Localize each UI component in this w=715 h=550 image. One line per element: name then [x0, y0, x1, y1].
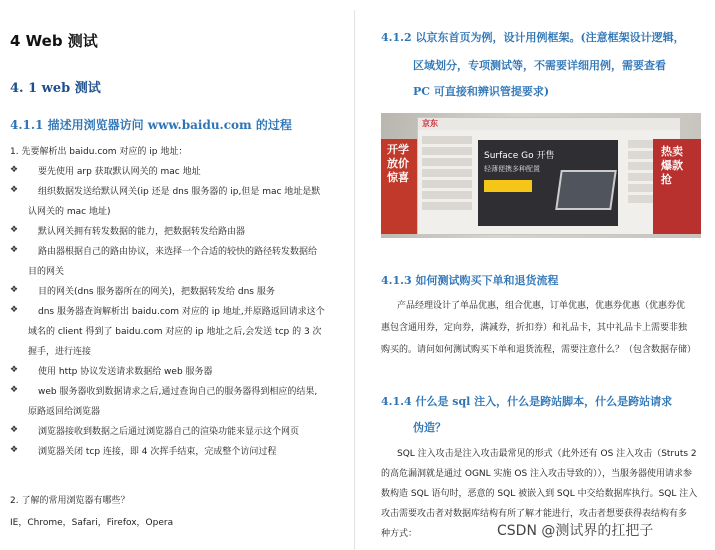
hero-banner [478, 140, 618, 226]
paragraph-413-line2: 惠包含通用券，定向券，满减券，折扣券）和礼品卡，其中礼品卡上需要非独 [381, 323, 688, 333]
jd-logo: 京东 [422, 119, 438, 128]
paragraph-414-line3: 数构造 SQL 语句时，恶意的 SQL 被嵌入到 SQL 中交给数据库执行。SQL 注入 [381, 489, 698, 499]
right-promo-text: 热卖爆款抢 [661, 145, 683, 186]
bullet-marker-icon: ❖ [10, 185, 19, 195]
left-promo-banner [381, 139, 421, 234]
hero-banner-title: Surface Go 开售 [484, 151, 555, 161]
bullet-item-line: 要先使用 arp 获取默认网关的 mac 地址 [38, 167, 201, 177]
left-column [0, 0, 352, 550]
subsection-title-413: 4.1.3 如何测试购买下单和退货流程 [381, 274, 559, 287]
monitor-screen [417, 117, 681, 235]
subsection-title-412-line1: 4.1.2 以京东首页为例，设计用例框架。(注意框架设计逻辑， [381, 31, 685, 44]
browser-list: IE，Chrome，Safari，Firefox，Opera [10, 518, 174, 528]
laptop-image [555, 170, 617, 210]
hero-banner-button [484, 180, 532, 192]
chapter-title: 4 Web 测试 [10, 32, 98, 50]
bullet-item-line: 原路返回给浏览器 [28, 407, 101, 417]
bullet-marker-icon: ❖ [10, 165, 19, 175]
paragraph-414-line2: 的高危漏洞就是通过 OGNL 实施 OS 注入攻击导致的）），当服务器使用请求参 [381, 469, 693, 479]
question-1: 1. 先要解析出 baidu.com 对应的 ip 地址： [10, 147, 188, 157]
subsection-title-411: 4.1.1 描述用浏览器访问 www.baidu.com 的过程 [10, 118, 292, 132]
bullet-marker-icon: ❖ [10, 305, 19, 315]
bullet-item-line: 默认网关拥有转发数据的能力，把数据转发给路由器 [38, 227, 246, 237]
csdn-watermark: CSDN @测试界的扛把子 [497, 523, 654, 539]
bullet-marker-icon: ❖ [10, 365, 19, 375]
bullet-item-line: 认网关的 mac 地址) [28, 207, 111, 217]
bullet-item-line: 路由器根据自己的路由协议，来选择一个合适的较快的路径转发数据给 [38, 247, 318, 257]
column-divider [354, 10, 355, 550]
subsection-title-412-line3: PC 可直接和辨识管提要求) [413, 85, 550, 98]
hero-banner-subtitle: 轻薄便携多种配置 [484, 165, 540, 173]
bullet-item-line: 组织数据发送给默认网关(ip 还是 dns 服务器的 ip,但是 mac 地址是默 [38, 187, 321, 197]
bullet-item-line: dns 服务器查询解析出 baidu.com 对应的 ip 地址,并原路返回请求这个 [38, 307, 325, 317]
subsection-title-414-line1: 4.1.4 什么是 sql 注入，什么是跨站脚本，什么是跨站请求 [381, 395, 673, 408]
bullet-item-line: 浏览器关闭 tcp 连接，即 4 次挥手结束，完成整个访问过程 [38, 447, 277, 457]
bullet-item-line: 使用 http 协议发送请求数据给 web 服务器 [38, 367, 213, 377]
left-promo-text: 开学放价惊喜 [387, 143, 409, 184]
subsection-title-414-line2: 伪造？ [413, 421, 446, 434]
right-promo-banner [653, 139, 701, 234]
bullet-marker-icon: ❖ [10, 425, 19, 435]
bullet-item-line: web 服务器收到数据请求之后,通过查询自己的服务器得到相应的结果, [38, 387, 318, 397]
site-topbar [418, 118, 680, 130]
bullet-marker-icon: ❖ [10, 285, 19, 295]
paragraph-414-line5: 种方式： [381, 529, 418, 539]
paragraph-414-line1: SQL 注入攻击是注入攻击最常见的形式（此外还有 OS 注入攻击（Struts 2 [397, 449, 697, 459]
bullet-marker-icon: ❖ [10, 225, 19, 235]
paragraph-413-line1: 产品经理设计了单品优惠，组合优惠，订单优惠，优惠券优惠（优惠券优 [397, 301, 686, 311]
subsection-title-412-line2: 区域划分，专项测试等，不需要详细用例，需要查看 [413, 59, 666, 72]
jd-homepage-photo [381, 113, 701, 238]
right-column [357, 0, 715, 550]
bullet-item-line: 域名的 client 得到了 baidu.com 对应的 ip 地址之后,会发送 tcp 的 3 次 [28, 327, 322, 337]
paragraph-413-line3: 购买的。请问如何测试购买下单和退货流程，需要注意什么？（包含数据存储） [381, 345, 697, 355]
bullet-marker-icon: ❖ [10, 445, 19, 455]
paragraph-414-line4: 攻击需要攻击者对数据库结构有所了解才能进行，攻击者想要获得表结构有多 [381, 509, 688, 519]
bullet-item-line: 目的网关 [28, 267, 65, 277]
question-2: 2. 了解的常用浏览器有哪些？ [10, 496, 130, 506]
bullet-marker-icon: ❖ [10, 385, 19, 395]
bullet-item-line: 握手，进行连接 [28, 347, 92, 357]
section-title: 4. 1 web 测试 [10, 81, 101, 96]
bullet-marker-icon: ❖ [10, 245, 19, 255]
bullet-item-line: 浏览器接收到数据之后通过浏览器自己的渲染功能来显示这个网页 [38, 427, 300, 437]
bullet-item-line: 目的网关(dns 服务器所在的网关)，把数据转发给 dns 服务 [38, 287, 275, 297]
category-list [422, 136, 472, 213]
